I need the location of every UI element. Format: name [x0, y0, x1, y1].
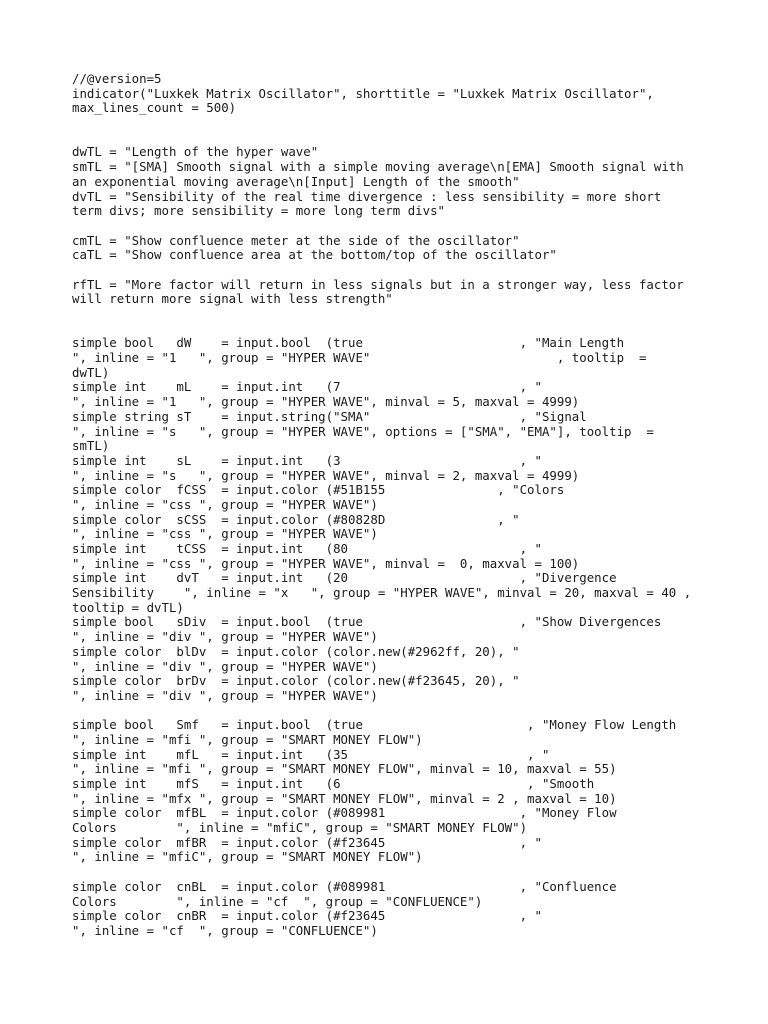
code-line: dwTL)	[72, 364, 110, 380]
code-line: ", inline = "mfi ", group = "SMART MONEY FLOW", minval = 10, maxval = 55)	[72, 761, 617, 777]
code-line: ", inline = "s ", group = "HYPER WAVE", options = ["SMA", "EMA"], tooltip =	[72, 423, 654, 439]
code-line: ", inline = "1 ", group = "HYPER WAVE" , tooltip =	[72, 350, 647, 366]
code-line: Sensibility ", inline = "x ", group = "HYPER WAVE", minval = 20, maxval = 40 ,	[72, 585, 692, 601]
code-line: ", inline = "div ", group = "HYPER WAVE")	[72, 658, 378, 674]
code-line: caTL = "Show confluence area at the bottom/top of the oscillator"	[72, 247, 557, 263]
code-line: simple bool Smf = input.bool (true , "Money Flow Length	[72, 717, 677, 733]
code-line	[72, 307, 712, 322]
code-line: simple string sT = input.string("SMA" , "Signal	[72, 408, 587, 424]
code-line: ", inline = "mfx ", group = "SMART MONEY FLOW", minval = 2 , maxval = 10)	[72, 790, 617, 806]
code-line	[72, 116, 712, 131]
code-line: indicator("Luxkek Matrix Oscillator", shorttitle = "Luxkek Matrix Oscillator",	[72, 85, 654, 101]
code-line: simple color mfBL = input.color (#089981 , "Money Flow	[72, 805, 617, 821]
code-line: Colors ", inline = "cf ", group = "CONFLUENCE")	[72, 893, 483, 909]
code-line: ", inline = "css ", group = "HYPER WAVE")	[72, 496, 378, 512]
code-line: simple color cnBL = input.color (#089981 , "Confluence	[72, 878, 617, 894]
code-line: dvTL = "Sensibility of the real time divergence : less sensibility = more short	[72, 188, 662, 204]
code-line: simple int tCSS = input.int (80 , "	[72, 541, 542, 556]
code-line	[72, 704, 712, 719]
code-line: ", inline = "div ", group = "HYPER WAVE")	[72, 629, 378, 645]
code-line: simple int sL = input.int (3 , "	[72, 452, 542, 468]
code-line: dwTL = "Length of the hyper wave"	[72, 144, 319, 160]
code-line: ", inline = "mfiC", group = "SMART MONEY FLOW")	[72, 849, 423, 865]
code-line: Colors ", inline = "mfiC", group = "SMART MONEY FLOW")	[72, 820, 528, 836]
code-line	[72, 263, 712, 278]
code-line	[72, 219, 712, 234]
code-line: simple color mfBR = input.color (#f23645 , "	[72, 834, 542, 850]
code-line	[72, 131, 712, 146]
code-line: simple int mfL = input.int (35 , "	[72, 746, 550, 762]
code-line: simple bool dW = input.bool (true , "Main Length	[72, 335, 625, 351]
code-line: simple int mL = input.int (7 , "	[72, 379, 542, 395]
code-line: ", inline = "div ", group = "HYPER WAVE")	[72, 687, 378, 703]
code-line: simple int dvT = input.int (20 , "Divergence	[72, 570, 617, 586]
code-line: term divs; more sensibility = more long term divs"	[72, 203, 445, 219]
code-line: rfTL = "More factor will return in less signals but in a stronger way, less factor	[72, 276, 684, 292]
code-line: simple bool sDiv = input.bool (true , "Show Divergences	[72, 614, 662, 630]
code-line: tooltip = dvTL)	[72, 599, 184, 615]
code-line: //@version=5	[72, 71, 162, 86]
code-line: simple color fCSS = input.color (#51B155 , "Colors	[72, 482, 565, 498]
code-line: smTL = "[SMA] Smooth signal with a simple moving average\n[EMA] Smooth signal with	[72, 159, 684, 175]
code-line: ", inline = "1 ", group = "HYPER WAVE", minval = 5, maxval = 4999)	[72, 394, 580, 410]
code-line: max_lines_count = 500)	[72, 100, 237, 116]
code-line: simple color brDv = input.color (color.new(#f23645, 20), "	[72, 673, 520, 689]
code-line	[72, 322, 712, 337]
code-line: simple int mfS = input.int (6 , "Smooth	[72, 776, 595, 791]
code-line: simple color cnBR = input.color (#f23645 , "	[72, 908, 542, 924]
code-line: will return more signal with less strength"	[72, 291, 393, 307]
code-line: ", inline = "mfi ", group = "SMART MONEY FLOW")	[72, 731, 423, 747]
code-line: cmTL = "Show confluence meter at the side of the oscillator"	[72, 232, 520, 248]
code-line: an exponential moving average\n[Input] Length of the smooth"	[72, 173, 520, 189]
code-line: ", inline = "s ", group = "HYPER WAVE", minval = 2, maxval = 4999)	[72, 467, 580, 483]
code-line: ", inline = "cf ", group = "CONFLUENCE")	[72, 922, 378, 938]
code-line: simple color sCSS = input.color (#80828D , "	[72, 511, 520, 527]
code-line: simple color blDv = input.color (color.new(#2962ff, 20), "	[72, 643, 520, 659]
code-line: ", inline = "css ", group = "HYPER WAVE", minval = 0, maxval = 100)	[72, 555, 580, 571]
code-line	[72, 865, 712, 880]
code-line: smTL)	[72, 438, 110, 454]
code-block	[72, 72, 712, 939]
code-line: ", inline = "css ", group = "HYPER WAVE")	[72, 526, 378, 542]
